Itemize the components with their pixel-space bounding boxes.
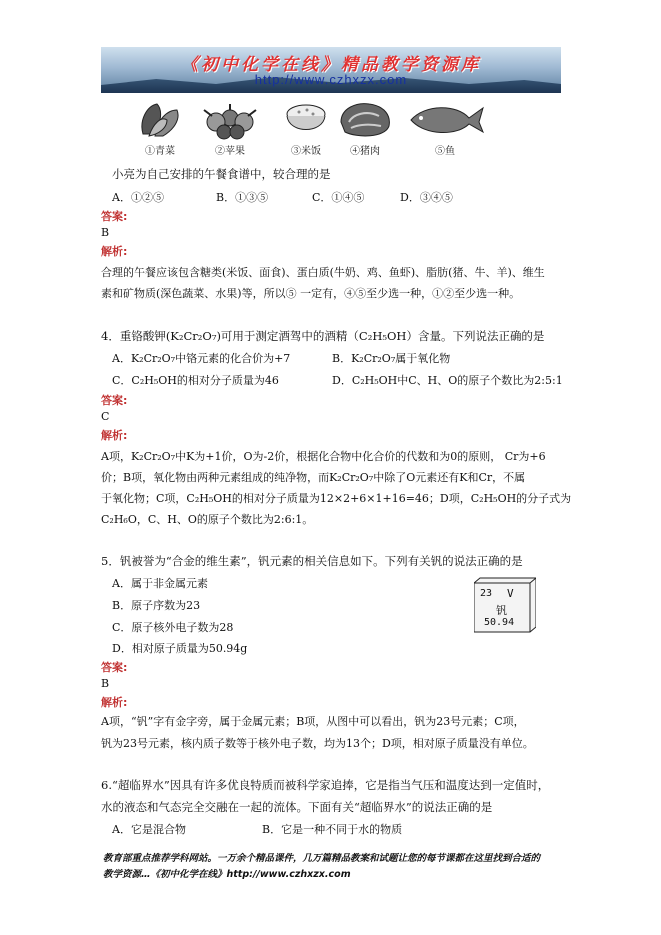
- option-c: C．①④⑤: [312, 191, 365, 204]
- food-label: ③米饭: [291, 146, 321, 157]
- question-4-stem: 4．重铬酸钾(K₂Cr₂O₇)可用于测定酒驾中的酒精（C₂H₅OH）含量。下列说法正确的是: [101, 329, 545, 343]
- element-mass: 50.94: [484, 617, 515, 628]
- element-number: 23: [480, 588, 493, 599]
- vegetable-icon: [137, 100, 183, 140]
- option-a: A．属于非金属元素: [112, 577, 208, 590]
- food-vegetable: [130, 100, 190, 157]
- element-card-vanadium: [474, 577, 536, 633]
- footer-line[interactable]: 教学资源…《初中化学在线》http://www.czhxzx.com: [103, 869, 351, 880]
- option-c: C．C₂H₅OH的相对分子质量为46: [112, 374, 279, 387]
- food-label: ②苹果: [215, 146, 245, 157]
- pork-icon: [337, 100, 393, 140]
- option-d: D．③④⑤: [400, 191, 453, 204]
- header-banner: [101, 47, 561, 93]
- option-d: D．C₂H₅OH中C、H、O的原子个数比为2:5:1: [332, 374, 563, 387]
- option-d: D．相对原子质量为50.94g: [112, 642, 248, 655]
- option-a: A．①②⑤: [112, 191, 164, 204]
- analysis-line: A项，K₂Cr₂O₇中K为+1价，O为-2价，根据化合物中化合价的代数和为0的原则， Cr为+6: [101, 450, 546, 463]
- analysis-line: 于氧化物；C项，C₂H₅OH的相对分子质量为12×2+6×1+16=46；D项，C₂H₅OH的分子式为: [101, 492, 572, 505]
- option-a: A．它是混合物: [112, 823, 186, 836]
- food-rice: [276, 100, 336, 157]
- answer-value: B: [101, 677, 110, 690]
- question-3-stem: 小亮为自己安排的午餐食谱中，较合理的是: [112, 167, 331, 181]
- analysis-line: A项，“钒”字有金字旁，属于金属元素；B项，从图中可以看出，钒为23号元素；C项，: [101, 715, 525, 728]
- food-apple: [200, 100, 260, 157]
- analysis-label: 解析:: [101, 245, 128, 258]
- analysis-line: 合理的午餐应该包含糖类(米饭、面食)、蛋白质(牛奶、鸡、鱼虾)、脂肪(猪、牛、羊)、维生: [101, 266, 545, 279]
- analysis-line: 价；B项，氧化物由两种元素组成的纯净物，而K₂Cr₂O₇中除了O元素还有K和Cr，不属: [101, 471, 526, 484]
- answer-label: 答案:: [101, 661, 128, 674]
- analysis-line: 钒为23号元素，核内质子数等于核外电子数，均为13个；D项，相对原子质量没有单位。: [101, 737, 534, 750]
- analysis-line: C₂H₆O，C、H、O的原子个数比为2:6:1。: [101, 513, 314, 526]
- question-5-stem: 5．钒被誉为“合金的维生素”，钒元素的相关信息如下。下列有关钒的说法正确的是: [101, 554, 523, 568]
- answer-label: 答案:: [101, 394, 128, 407]
- answer-label: 答案:: [101, 210, 128, 223]
- answer-value: C: [101, 410, 110, 423]
- food-pork: [335, 100, 395, 157]
- option-c: C．原子核外电子数为28: [112, 621, 234, 634]
- food-fish: [405, 100, 485, 157]
- option-a: A．K₂Cr₂O₇中铬元素的化合价为+7: [112, 352, 291, 365]
- analysis-line: 素和矿物质(深色蔬菜、水果)等，所以⑤ 一定有，④⑤至少选一种，①②至少选一种。: [101, 287, 521, 300]
- element-symbol: V: [507, 587, 514, 600]
- option-b: B．K₂Cr₂O₇属于氧化物: [332, 352, 451, 365]
- apple-icon: [200, 100, 260, 140]
- page-footer: [103, 851, 573, 883]
- analysis-label: 解析:: [101, 429, 128, 442]
- option-b: B．原子序数为23: [112, 599, 201, 612]
- banner-title: 《初中化学在线》精品教学资源库: [181, 55, 481, 75]
- food-label: ⑤鱼: [435, 146, 455, 157]
- question-6-stem: 水的液态和气态完全交融在一起的流体。下面有关“超临界水”的说法正确的是: [101, 800, 493, 814]
- answer-value: B: [101, 226, 110, 239]
- footer-line: 教育部重点推荐学科网站。一万余个精品课件，几万篇精品教案和试题让您的每节课都在这里找到合适的: [103, 853, 541, 864]
- question-6-stem: 6.“超临界水”因具有许多优良特质而被科学家追捧，它是指当气压和温度达到一定值时，: [101, 778, 550, 792]
- analysis-label: 解析:: [101, 696, 128, 709]
- banner-url[interactable]: http://www.czhxzx.com: [254, 72, 408, 87]
- food-images: [130, 100, 520, 160]
- element-name: 钒: [496, 604, 507, 617]
- food-label: ④猪肉: [350, 146, 380, 157]
- rice-icon: [283, 100, 329, 140]
- option-b: B．①③⑤: [216, 191, 269, 204]
- option-b: B．它是一种不同于水的物质: [262, 823, 403, 836]
- fish-icon: [405, 100, 485, 140]
- food-label: ①青菜: [145, 146, 175, 157]
